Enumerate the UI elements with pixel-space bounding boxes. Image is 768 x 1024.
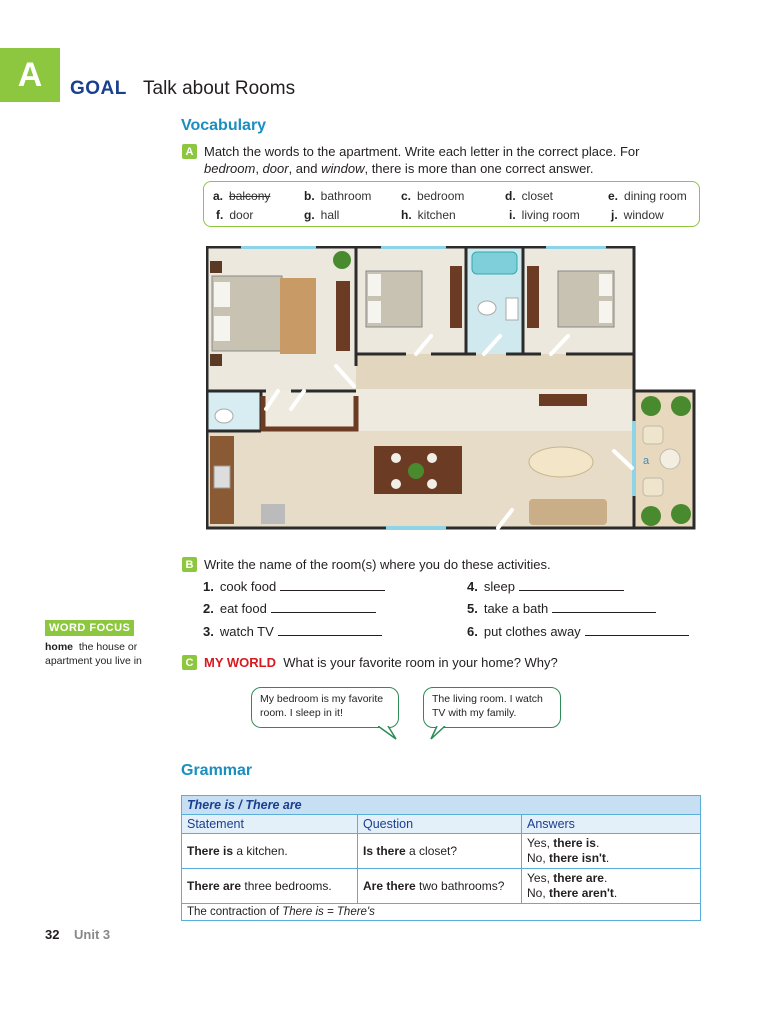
closet-2 [450,266,462,328]
statement-cell: There is a kitchen. [182,834,358,869]
word-item: f. door [216,208,254,222]
word-focus-term: home [45,641,74,653]
closet-1 [336,281,350,351]
column-header: Question [358,815,522,834]
balcony-plant [641,396,661,416]
answer-blank[interactable] [271,601,376,613]
word-item: d. closet [505,189,554,203]
section-letter: A [17,55,43,94]
instruction-italic-bedroom: bedroom [204,161,256,176]
stove [214,466,230,488]
nightstand [210,261,222,273]
balcony-chair [643,478,663,496]
instruction-sep: , and [288,161,322,176]
activity-item: 5. take a bath [467,601,656,616]
my-world-label: MY WORLD [204,655,276,670]
answer-blank[interactable] [519,579,624,591]
answer-blank[interactable] [280,579,385,591]
word-box [203,181,700,227]
word-item: b. bathroom [304,189,372,203]
activity-item: 6. put clothes away [467,624,689,639]
word-focus-definition [45,640,165,668]
pillow [368,301,381,323]
tv-stand [539,394,587,406]
activity-item: 1. cook food [203,579,385,594]
exercise-a-instruction [204,143,704,177]
toilet [478,301,496,315]
table-row [182,834,701,869]
exercise-a-badge: A [182,144,197,159]
word-item: j. window [611,208,664,222]
coffee-table [529,447,593,477]
statement-cell: There are three bedrooms. [182,869,358,904]
word-item: i. living room [509,208,580,222]
instruction-italic-window: window [321,161,365,176]
word-item: e. dining room [608,189,687,203]
plan-label-a: a [643,455,650,467]
unit-label: Unit 3 [74,927,111,942]
hall-floor [356,354,634,389]
balcony-table [660,449,680,469]
small-bath-floor [206,389,261,431]
stool [261,504,285,524]
word-item: a. balcony [213,189,271,203]
sink [506,298,518,320]
word-item: g. hall [304,208,340,222]
answers-cell: Yes, there is. No, there isn't. [522,834,701,869]
pillow [599,301,612,323]
word-focus-text: the house or apartment you live in [45,641,142,667]
answer-blank[interactable] [585,624,689,636]
activity-item: 2. eat food [203,601,376,616]
answer-blank[interactable] [278,624,382,636]
activity-item: 3. watch TV [203,624,382,639]
instruction-line-1: Match the words to the apartment. Write each letter in the correct place. For [204,144,640,159]
apartment-floor-plan [206,246,696,531]
table-row [182,869,701,904]
word-item: c. bedroom [401,189,465,203]
my-world-question: What is your favorite room in your home? Why? [283,655,558,670]
word-item: h. kitchen [401,208,456,222]
goal-label: GOAL [70,78,127,99]
bubble-tail-1 [378,726,398,740]
speech-bubble-1: My bedroom is my favorite room. I sleep in it! [251,687,399,728]
answer-blank[interactable] [552,601,656,613]
rug [280,278,316,354]
plant [333,251,351,269]
pillow [214,316,230,341]
sofa [529,499,607,525]
balcony-plant [641,506,661,526]
contraction-note: The contraction of There is = There's [182,904,701,921]
balcony-chair [643,426,663,444]
bubble-tail-2 [429,726,449,740]
answers-cell: Yes, there are. No, there aren't. [522,869,701,904]
table-plant [408,463,424,479]
pillow [599,274,612,296]
section-letter-tab [0,48,60,102]
speech-bubble-2: The living room. I watch TV with my family. [423,687,561,728]
page-number: 32 [45,927,60,942]
closet-3 [527,266,539,328]
activity-item: 4. sleep [467,579,624,594]
exercise-c-instruction [204,654,558,671]
pillow [368,274,381,296]
column-header: Statement [182,815,358,834]
instruction-sep: , [255,161,263,176]
balcony-plant [671,396,691,416]
column-header: Answers [522,815,701,834]
exercise-b-instruction: Write the name of the room(s) where you do these activities. [204,557,551,572]
bathtub [472,252,517,274]
small-toilet [215,409,233,423]
grammar-table [181,795,701,921]
word-focus-tag: WORD FOCUS [45,620,134,636]
question-cell: Are there two bathrooms? [358,869,522,904]
pillow [214,282,230,307]
goal-title: Talk about Rooms [143,78,296,99]
exercise-c-badge: C [182,655,197,670]
instruction-italic-door: door [262,161,289,176]
grammar-title: Grammar [181,762,253,779]
table-note-row [182,904,701,921]
balcony-plant [671,504,691,524]
nightstand [210,354,222,366]
grammar-table-title: There is / There are [182,796,701,815]
instruction-line-2-rest: , there is more than one correct answer. [364,161,594,176]
question-cell: Is there a closet? [358,834,522,869]
exercise-b-badge: B [182,557,197,572]
vocabulary-title: Vocabulary [181,117,267,134]
